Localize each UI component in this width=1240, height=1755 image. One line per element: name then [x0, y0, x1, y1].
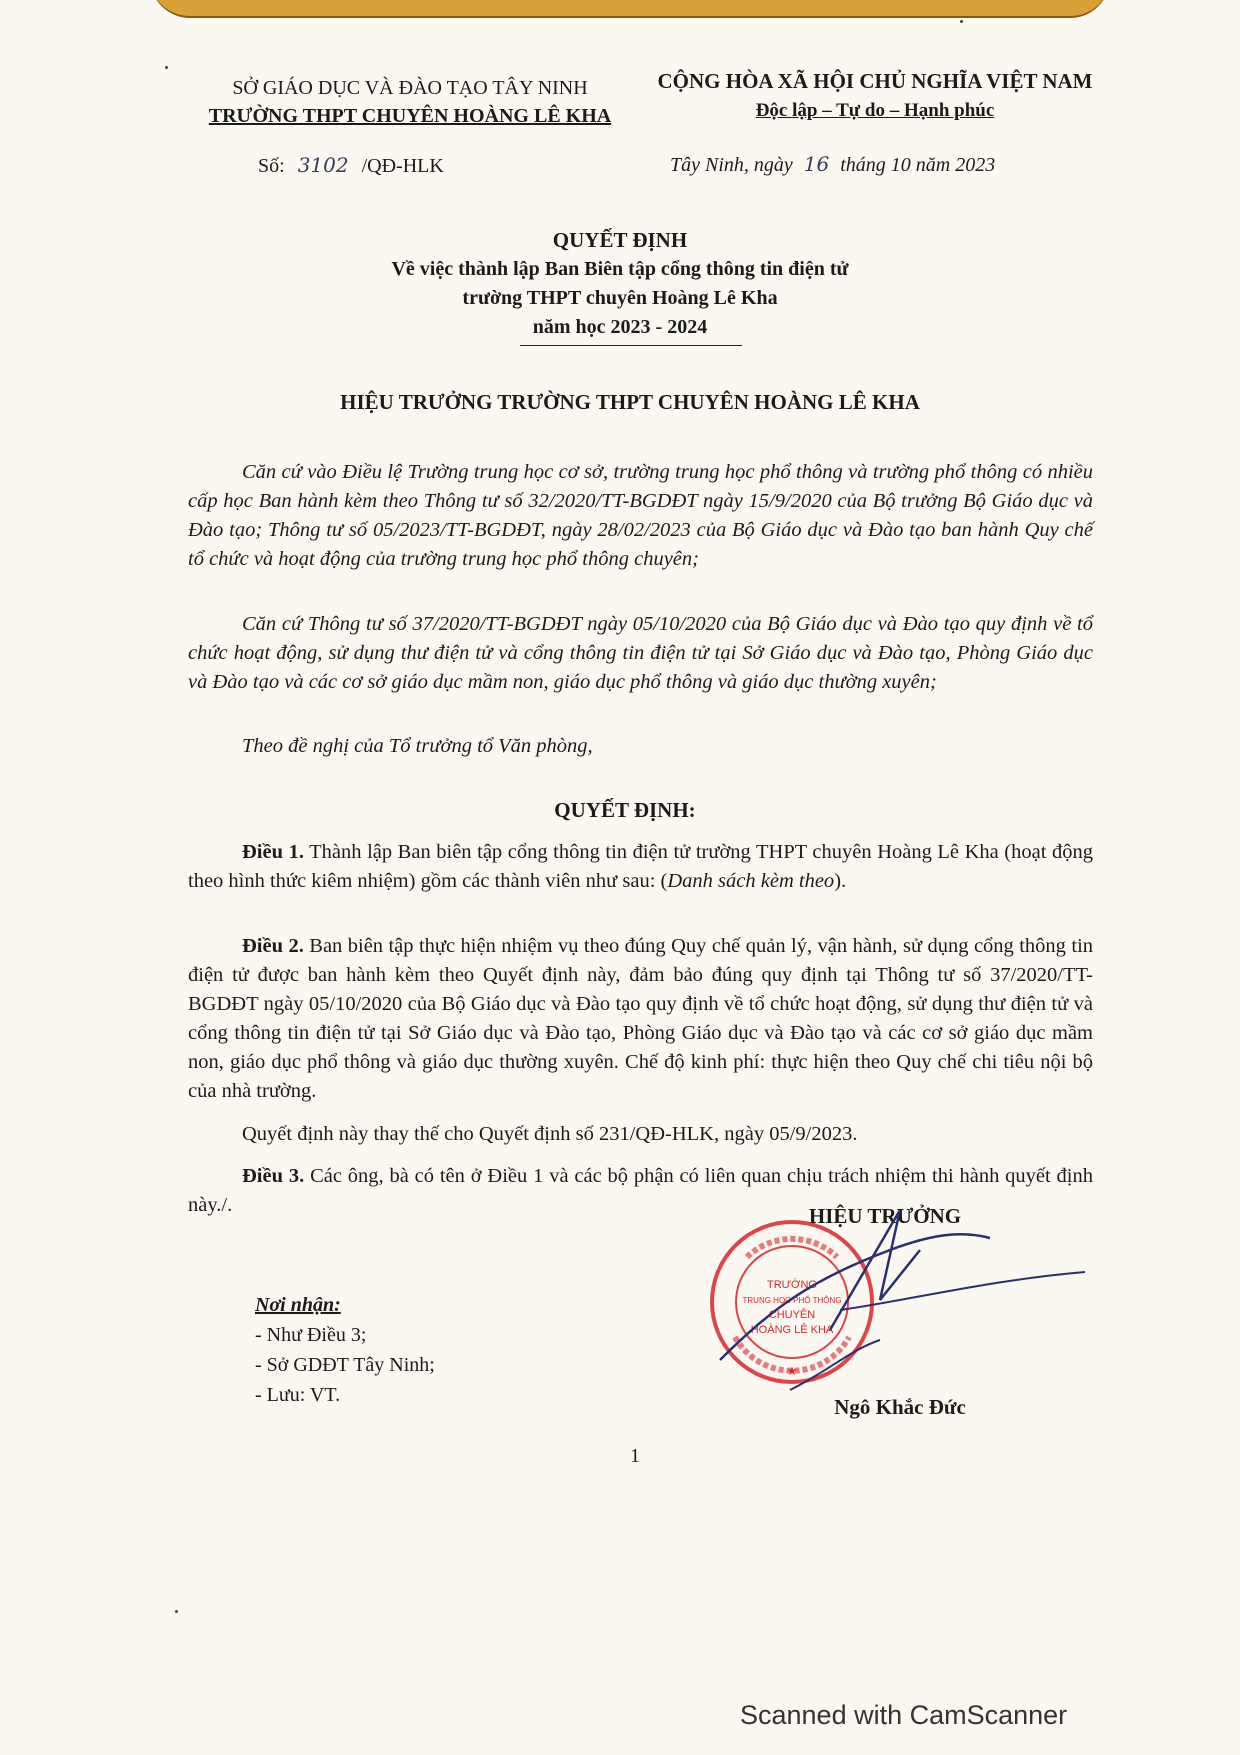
- svg-text:TRƯỜNG: TRƯỜNG: [767, 1279, 817, 1291]
- article-1: [188, 838, 1093, 896]
- recipients-list: [255, 1290, 435, 1410]
- department-name: SỞ GIÁO DỤC VÀ ĐÀO TẠO TÂY NINH: [232, 77, 588, 99]
- docno-handwritten-number: 3102: [297, 153, 349, 177]
- school-name: TRƯỜNG THPT CHUYÊN HOÀNG LÊ KHA: [208, 105, 612, 127]
- recipient-item: - Lưu: VT.: [255, 1384, 341, 1406]
- scan-speck: [165, 66, 168, 69]
- svg-text:★: ★: [786, 1364, 798, 1378]
- article-2-text: Ban biên tập thực hiện nhiệm vụ theo đúng Quy chế quản lý, vận hành, sử dụng cổng thông tin điện tử được ban hành kèm theo Quyết định này, đảm bảo đúng quy định tại Thông tư số 37/2020/TT-BGDĐT ngày 05/10/2020 của Bộ Giáo dục và Đào tạo quy định về tổ chức hoạt động, sử dụng thư điện tử và cổng thông tin điện tử tại Sở Giáo dục và Đào tạo, Phòng Giáo dục và Đào tạo và các cơ sở giáo dục mầm non, giáo dục phổ thông và giáo dục thường xuyên. Chế độ kinh phí: thực hiện theo Quy chế chi tiêu nội bộ của nhà trường.: [188, 935, 1094, 1102]
- article-2-label: Điều 2.: [242, 935, 304, 957]
- date-suffix: tháng 10 năm 2023: [840, 154, 996, 176]
- handwritten-signature: [690, 1190, 1090, 1410]
- camscanner-watermark: Scanned with CamScanner: [740, 1700, 1068, 1730]
- article-3-text: Các ông, bà có tên ở Điều 1 và các bộ phận có liên quan chịu trách nhiệm thi hành quyết định này./.: [188, 1165, 1093, 1216]
- title-line-4: năm học 2023 - 2024: [532, 316, 708, 338]
- title-line-1: QUYẾT ĐỊNH: [552, 228, 688, 252]
- recipient-item: - Sở GDĐT Tây Ninh;: [255, 1354, 435, 1376]
- motto: Độc lập – Tự do – Hạnh phúc: [755, 100, 995, 121]
- title-line-2: Về việc thành lập Ban Biên tập cổng thông tin điện tử: [391, 258, 849, 280]
- signer-title: HIỆU TRƯỞNG: [808, 1204, 962, 1228]
- principal-heading: HIỆU TRƯỞNG TRƯỜNG THPT CHUYÊN HOÀNG LÊ KHA: [340, 390, 920, 414]
- scanner-edge-tab: [150, 0, 1110, 18]
- date-prefix: Tây Ninh, ngày: [670, 154, 793, 176]
- svg-text:TRUNG HỌC PHỔ THÔNG: TRUNG HỌC PHỔ THÔNG: [742, 1296, 842, 1305]
- national-motto: [640, 66, 1110, 126]
- recipient-item: - Như Điều 3;: [255, 1324, 367, 1346]
- article-2: [188, 932, 1093, 1106]
- document-date: [670, 152, 995, 177]
- article-1-end: ).: [834, 870, 847, 892]
- svg-text:CHUYÊN: CHUYÊN: [768, 1309, 816, 1321]
- preamble-paragraph-1: Căn cứ vào Điều lệ Trường trung học cơ sở, trường trung học phổ thông và trường phổ thông có nhiều cấp học Ban hành kèm theo Thông tư số 32/2020/TT-BGDĐT ngày 15/9/2020 của Bộ trưởng Bộ Giáo dục và Đào tạo; Thông tư số 05/2023/TT-BGDĐT, ngày 28/02/2023 của Bộ Giáo dục và Đào tạo ban hành Quy chế tổ chức và hoạt động của trường trung học phổ thông chuyên;: [188, 461, 1093, 570]
- docno-prefix: Số:: [258, 155, 285, 177]
- document-title: [300, 226, 940, 342]
- article-1-italic: Danh sách kèm theo: [667, 870, 835, 892]
- scan-speck: [175, 1610, 178, 1613]
- preamble-paragraph-3: Theo đề nghị của Tổ trưởng tổ Văn phòng,: [242, 735, 593, 757]
- article-1-label: Điều 1.: [242, 841, 304, 863]
- page-number: 1: [630, 1445, 640, 1467]
- title-line-3: trường THPT chuyên Hoàng Lê Kha: [462, 287, 778, 309]
- decision-heading: QUYẾT ĐỊNH:: [554, 798, 696, 822]
- country-name: CỘNG HÒA XÃ HỘI CHỦ NGHĨA VIỆT NAM: [657, 69, 1093, 93]
- title-divider: [520, 345, 742, 346]
- issuing-authority: [190, 74, 630, 130]
- date-handwritten-day: 16: [803, 152, 830, 176]
- replacement-note: Quyết định này thay thế cho Quyết định số 231/QĐ-HLK, ngày 05/9/2023.: [242, 1123, 858, 1145]
- signer-name: Ngô Khắc Đức: [834, 1395, 966, 1419]
- article-1-text: Thành lập Ban biên tập cổng thông tin điện tử trường THPT chuyên Hoàng Lê Kha (hoạt động theo hình thức kiêm nhiệm) gồm các thành viên như sau: (: [188, 841, 1093, 892]
- scan-speck: [960, 20, 963, 23]
- svg-text:HOÀNG LÊ KHA: HOÀNG LÊ KHA: [750, 1324, 834, 1336]
- recipients-heading: Nơi nhận:: [255, 1294, 341, 1316]
- preamble-paragraph-2: Căn cứ Thông tư số 37/2020/TT-BGDĐT ngày 05/10/2020 của Bộ Giáo dục và Đào tạo quy định về tổ chức hoạt động, sử dụng thư điện tử và cổng thông tin điện tử tại Sở Giáo dục và Đào tạo, Phòng Giáo dục và Đào tạo và các cơ sở giáo dục mầm non, giáo dục phổ thông và giáo dục thường xuyên;: [188, 613, 1093, 693]
- article-3-label: Điều 3.: [242, 1165, 305, 1187]
- docno-suffix: /QĐ-HLK: [361, 155, 444, 177]
- document-number: [258, 153, 444, 178]
